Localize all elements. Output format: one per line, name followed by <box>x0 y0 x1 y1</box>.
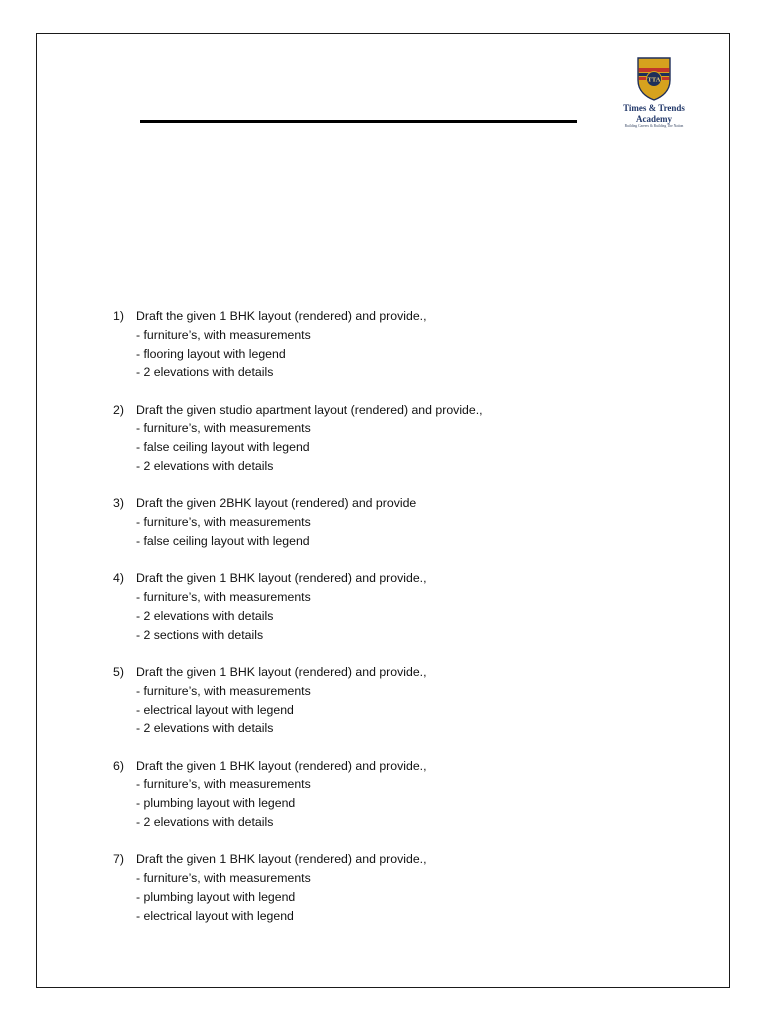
deliverable-item: - false ceiling layout with legend <box>136 533 310 548</box>
task-heading <box>113 494 483 513</box>
deliverable-item: - plumbing layout with legend <box>136 796 296 811</box>
document-page <box>36 33 730 988</box>
task-item <box>113 401 483 476</box>
academy-logo <box>615 56 693 129</box>
task-list <box>113 307 483 944</box>
task-item <box>113 569 483 644</box>
deliverable-list <box>113 419 483 475</box>
task-heading <box>113 663 483 682</box>
header-rule <box>140 120 577 123</box>
task-text: Draft the given studio apartment layout (rendered) and provide., <box>136 402 483 417</box>
task-number: 2) <box>113 402 124 417</box>
deliverable-item: - furniture’s, with measurements <box>136 871 311 886</box>
task-heading <box>113 307 483 326</box>
task-heading <box>113 569 483 588</box>
deliverable-item: - 2 elevations with details <box>136 365 274 380</box>
task-heading <box>113 401 483 420</box>
deliverable-item: - flooring layout with legend <box>136 346 286 361</box>
task-item <box>113 307 483 382</box>
task-number: 1) <box>113 309 124 323</box>
task-text: Draft the given 1 BHK layout (rendered) and provide., <box>136 758 427 773</box>
deliverable-item: - electrical layout with legend <box>136 908 294 923</box>
deliverable-list <box>113 326 483 382</box>
task-text: Draft the given 1 BHK layout (rendered) and provide., <box>136 852 427 867</box>
deliverable-item: - false ceiling layout with legend <box>136 440 310 455</box>
deliverable-item: - 2 sections with details <box>136 627 264 642</box>
task-heading <box>113 850 483 869</box>
deliverable-item: - plumbing layout with legend <box>136 889 296 904</box>
task-item <box>113 663 483 738</box>
deliverable-item: - furniture’s, with measurements <box>136 683 311 698</box>
task-item <box>113 494 483 550</box>
deliverable-item: - furniture’s, with measurements <box>136 327 311 342</box>
task-text: Draft the given 1 BHK layout (rendered) and provide., <box>136 309 427 323</box>
deliverable-item: - 2 elevations with details <box>136 815 274 830</box>
shield-crest-icon <box>635 56 673 102</box>
task-heading <box>113 757 483 776</box>
logo-monogram: TTA <box>647 76 661 84</box>
deliverable-item: - 2 elevations with details <box>136 721 274 736</box>
task-text: Draft the given 1 BHK layout (rendered) and provide., <box>136 664 427 679</box>
deliverable-item: - electrical layout with legend <box>136 702 294 717</box>
task-number: 7) <box>113 852 124 867</box>
deliverable-item: - furniture’s, with measurements <box>136 590 311 605</box>
deliverable-item: - 2 elevations with details <box>136 608 274 623</box>
task-number: 4) <box>113 571 124 586</box>
task-text: Draft the given 1 BHK layout (rendered) and provide., <box>136 571 427 586</box>
task-item <box>113 850 483 925</box>
deliverable-item: - furniture’s, with measurements <box>136 515 311 530</box>
logo-name-line1: Times & Trends <box>623 103 685 113</box>
deliverable-item: - furniture’s, with measurements <box>136 777 311 792</box>
logo-tagline: Building Careers & Building The Nation <box>624 124 684 128</box>
task-number: 5) <box>113 664 124 679</box>
deliverable-list <box>113 588 483 644</box>
logo-name-line2: Academy <box>636 114 672 124</box>
deliverable-item: - 2 elevations with details <box>136 459 274 474</box>
task-text: Draft the given 2BHK layout (rendered) and provide <box>136 496 417 511</box>
task-number: 3) <box>113 496 124 511</box>
deliverable-item: - furniture’s, with measurements <box>136 421 311 436</box>
deliverable-list <box>113 869 483 925</box>
deliverable-list <box>113 775 483 831</box>
task-number: 6) <box>113 758 124 773</box>
deliverable-list <box>113 682 483 738</box>
deliverable-list <box>113 513 483 551</box>
task-item <box>113 757 483 832</box>
